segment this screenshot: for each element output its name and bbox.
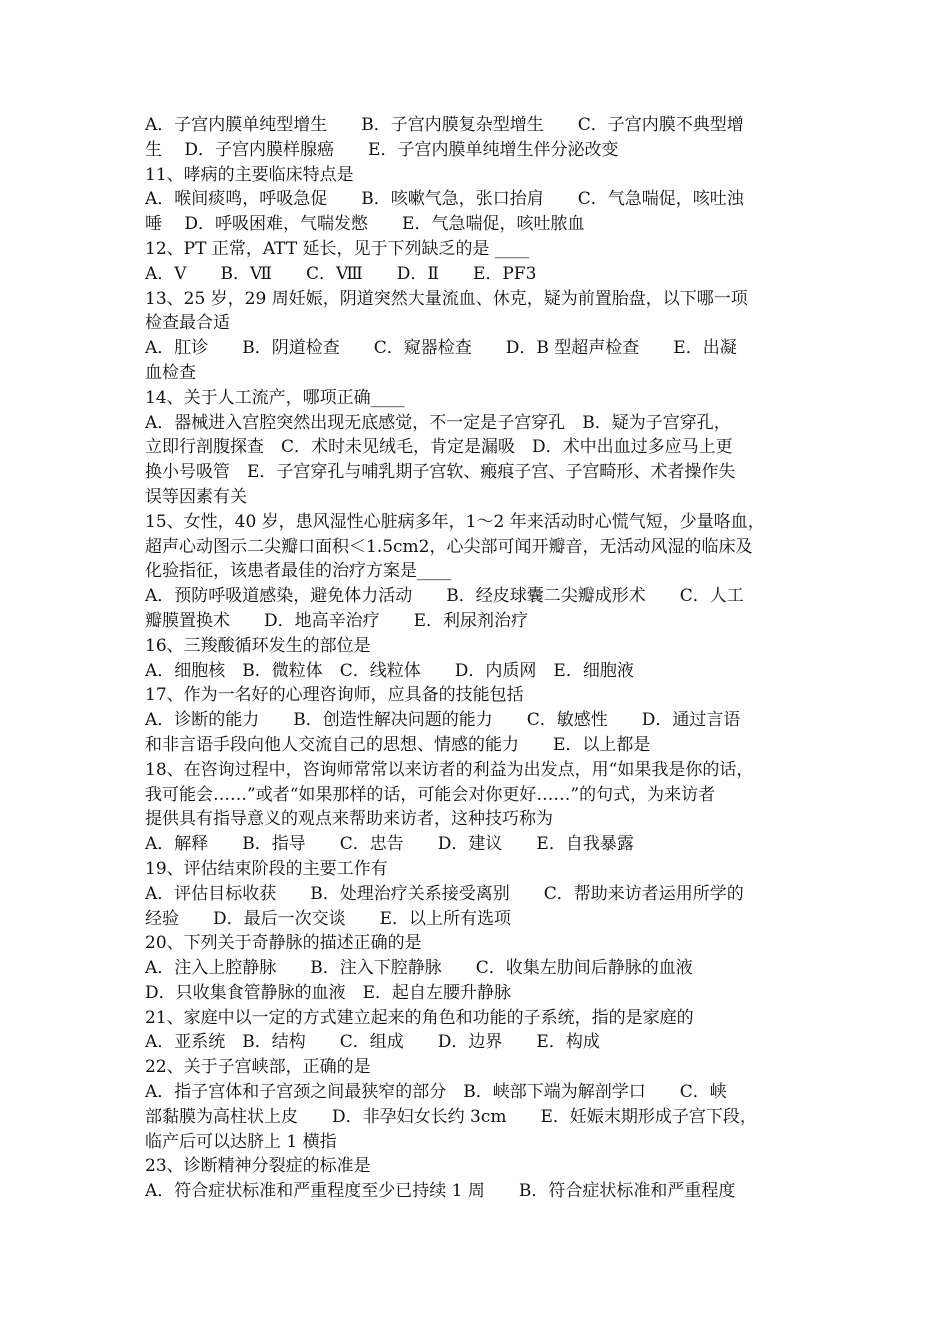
text-line: 我可能会……”或者“如果那样的话，可能会对你更好……”的句式，为来访者 [145,784,716,805]
question-17-stem: 17、作为一名好的心理咨询师，应具备的技能包括 [145,685,524,706]
text-line: 误等因素有关 [145,486,247,507]
question-15-stem: 15、女性，40 岁，患风湿性心脏病多年，1～2 年来活动时心慌气短，少量咯血， [145,511,765,532]
text-line: A．Ⅴ B．Ⅶ C．Ⅷ D．Ⅱ E．PF3 [145,263,537,284]
question-14-stem: 14、关于人工流产，哪项正确____ [145,387,405,408]
text-line: 换小号吸管 E．子宫穿孔与哺乳期子宫软、瘢痕子宫、子宫畸形、术者操作失 [145,462,736,483]
text-line: 唾 D．呼吸困难，气喘发憋 E．气急喘促，咳吐脓血 [145,214,585,235]
text-line: A．诊断的能力 B．创造性解决问题的能力 C．敏感性 D．通过言语 [145,710,741,731]
text-line: 经验 D．最后一次交谈 E．以上所有选项 [145,908,512,929]
question-22-stem: 22、关于子宫峡部，正确的是 [145,1057,371,1078]
text-line: A．肛诊 B．阴道检查 C．窥器检查 D．B 型超声检查 E．出凝 [145,338,737,359]
question-19-stem: 19、评估结束阶段的主要工作有 [145,858,388,879]
question-18-stem: 18、在咨询过程中，咨询师常常以来访者的利益为出发点，用“如果我是你的话， [145,759,754,780]
question-16-stem: 16、三羧酸循环发生的部位是 [145,635,371,656]
text-line: 瓣膜置换术 D．地高辛治疗 E．利尿剂治疗 [145,610,529,631]
text-line: 检查最合适 [145,313,230,334]
question-23-stem: 23、诊断精神分裂症的标准是 [145,1156,371,1177]
text-line: A．细胞核 B．微粒体 C．线粒体 D．内质网 E．细胞液 [145,660,634,681]
question-13-stem: 13、25 岁，29 周妊娠，阴道突然大量流血、休克，疑为前置胎盘，以下哪一项 [145,288,748,309]
text-line: 提供具有指导意义的观点来帮助来访者，这种技巧称为 [145,809,553,830]
document-page [145,113,810,1204]
text-line: A．注入上腔静脉 B．注入下腔静脉 C．收集左肋间后静脉的血液 [145,958,693,979]
text-line: 超声心动图示二尖瓣口面积＜1.5cm2，心尖部可闻开瓣音，无活动风湿的临床及 [145,536,753,557]
text-line: 生 D．子宫内膜样腺癌 E．子宫内膜单纯增生伴分泌改变 [145,139,619,160]
text-line: A．预防呼吸道感染，避免体力活动 B．经皮球囊二尖瓣成形术 C．人工 [145,586,744,607]
text-line: A．器械进入宫腔突然出现无底感觉，不一定是子宫穿孔 B．疑为子宫穿孔， [145,412,731,433]
question-11-stem: 11、哮病的主要临床特点是 [145,164,354,185]
text-line: 血检查 [145,362,196,383]
text-line: D．只收集食管静脉的血液 E．起自左腰升静脉 [145,982,512,1003]
text-line: A．解释 B．指导 C．忠告 D．建议 E．自我暴露 [145,834,634,855]
text-line: A．亚系统 B．结构 C．组成 D．边界 E．构成 [145,1032,600,1053]
text-line: 和非言语手段向他人交流自己的思想、情感的能力 E．以上都是 [145,734,651,755]
question-12-stem: 12、PT 正常，ATT 延长，见于下列缺乏的是 ____ [145,238,529,259]
question-21-stem: 21、家庭中以一定的方式建立起来的角色和功能的子系统，指的是家庭的 [145,1007,694,1028]
text-line: 临产后可以达脐上 1 横指 [145,1131,337,1152]
text-line: A．喉间痰鸣，呼吸急促 B．咳嗽气急，张口抬肩 C．气急喘促，咳吐浊 [145,189,744,210]
text-line: A．子宫内膜单纯型增生 B．子宫内膜复杂型增生 C．子宫内膜不典型增 [145,115,744,135]
text-line: 化验指征，该患者最佳的治疗方案是____ [145,561,451,582]
text-line: A．指子宫体和子宫颈之间最狭窄的部分 B．峡部下端为解剖学口 C．峡 [145,1082,727,1103]
text-line: 部黏膜为高柱状上皮 D．非孕妇女长约 3cm E．妊娠末期形成子宫下段， [145,1106,757,1127]
question-20-stem: 20、下列关于奇静脉的描述正确的是 [145,933,422,954]
text-line: A．符合症状标准和严重程度至少已持续 1 周 B．符合症状标准和严重程度 [145,1181,736,1202]
text-line: 立即行剖腹探查 C．术时未见绒毛，肯定是漏吸 D．术中出血过多应马上更 [145,437,733,458]
text-line: A．评估目标收获 B．处理治疗关系接受离别 C．帮助来访者运用所学的 [145,883,744,904]
